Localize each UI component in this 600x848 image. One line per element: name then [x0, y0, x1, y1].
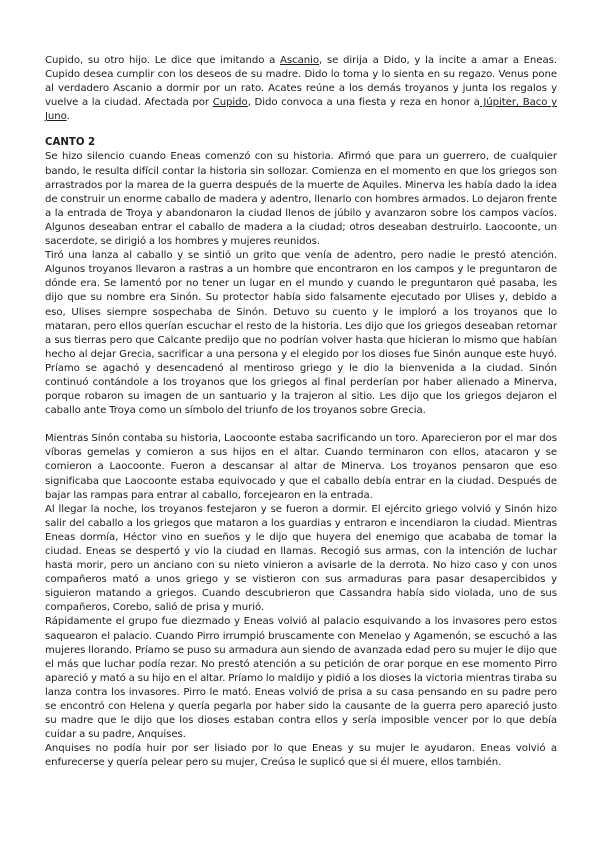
intro-text-4: .	[66, 111, 70, 123]
paragraph-4: Al llegar la noche, los troyanos festejaron y se fueron a dormir. El ejército griego volvió y Sinón hizo salir del caballo a los griegos que mataron a los guardias y entraron e incendiaron la ciudad. Mientras Eneas dormía, Héctor vino en sueños y le dijo que huyera del enemigo que acababa de tomar la ciudad. Eneas se despertó y vio la ciudad en llamas. Recogió sus armas, con la intención de luchar hasta morir, pero un anciano con su nieto vinieron a avisarle de la derrota. No hizo caso y con unos compañeros mató a unos griego y se vistieron con sus armaduras para pasar desapercibidos y siguieron matando a griegos. Cuando descubrieron que Cassandra había sido violada, uno de sus compañeros, Corebo, salió de prisa y murió.	[45, 503, 557, 614]
paragraph-6: Anquises no podía huir por ser lisiado por lo que Eneas y su mujer le ayudaron. Eneas volvió a enfurecerse y quería pelear pero su mujer, Creúsa le suplicó que si él muere, ellos también.	[45, 743, 557, 769]
link-jupiter-baco-juno[interactable]: Júpiter, Baco y Juno	[45, 97, 558, 123]
canto-heading: CANTO 2	[45, 137, 96, 149]
paragraph-1: Se hizo silencio cuando Eneas comenzó con su historia. Afirmó que para un guerrero, de cualquier bando, le resulta difícil contar la historia sin sollozar. Comienza en el momento en que los griegos son arrastrados por la marea de la guerra después de la muerte de Aquiles. Minerva les había dado la idea de construir un enorme caballo de madera y adentro, llenarlo con hombres armados. Lo dejaron frente a la entrada de Troya y abandonaron la ciudad llenos de júbilo y avanzaron sobre los campos vacíos. Algunos deseaban entrar el caballo de madera a la ciudad; otros deseaban destruirlo. Laocoonte, un sacerdote, se dirigió a los hombres y mujeres reunidos.	[45, 151, 557, 248]
intro-text-3: , Dido convoca a una fiesta y reza en honor a	[247, 97, 480, 109]
paragraph-5: Rápidamente el grupo fue diezmado y Eneas volvió al palacio esquivando a los invasores pero estos saquearon el palacio. Cuando Pirro irrumpió bruscamente con Menelao y Agamenón, se escuchó a las mujeres llorando. Príamo se puso su armadura aun siendo de avanzada edad pero su mujer le dijo que el más que luchar podía rezar. No prestó atención a su petición de orar porque en ese momento Pirro apareció y mató a su hijo en el altar. Príamo lo maldijo y pidió a los dioses la victoria mientras tiraba su lanza contra los invasores. Pirro le mató. Eneas volvió de prisa a su casa pensando en su padre pero se encontró con Helena y quería pegarla por haber sido la causante de la guerra pero apareció justo su madre que le dijo que los dioses estaban contra ellos y sería imposible vencer por lo que debía cuidar a su padre, Anquises.	[45, 616, 557, 741]
link-cupido[interactable]: Cupido	[212, 97, 248, 109]
intro-text-1: Cupido, su otro hijo. Le dice que imitando a	[45, 55, 281, 66]
paragraph-2: Tiró una lanza al caballo y se sintió un grito que venía de adentro, pero nadie le prestó atención. Algunos troyanos llevaron a rastras a un hombre que encontraron en los campos y le preguntaron de dónde era. Se lamentó por no tener un lugar en el mundo y cuando le preguntaron qué pasaba, les dijo que su nombre era Sinón. Su protector había sido falsamente ejecutado por Ulises y, debido a eso, Ulises siempre sospechaba de Sinón. Detuvo su cuento y le imploró a los troyanos que lo mataran, pero ellos querían escuchar el resto de la historia. Les dijo que los griegos deseaban retornar a sus tierras pero que Calcante predijo que no podrían volver hasta que hicieran lo mismo que habían hecho al dejar Grecia, sacrificar a una persona y el elegido por los dioses fue Sinón aunque este huyó. Príamo se agachó y desencadenó al mentiroso griego y le dio la bienvenida a la ciudad. Sinón continuó contándole a los troyanos que los griegos al final perderían por haber alienado a Minerva, porque robaron su imagen de un santuario y la trajeron al sitio. Les dijo que los griegos dejaron el caballo ante Troya como un símbolo del triunfo de los troyanos sobre Grecia.	[45, 250, 557, 417]
paragraph-gap	[45, 418, 557, 432]
intro-text-2: , se dirija a Dido, y la incite a amar a Eneas. Cupido desea cumplir con los deseos de su madre. Dido lo toma y lo sienta en su regazo. Venus pone al verdadero Ascanio a dormir por un rato. Acates reúne a los demás troyanos y junta los regalos y vuelve a la ciudad. Afectada por	[45, 55, 557, 109]
intro-paragraph	[45, 54, 557, 124]
document-page	[45, 54, 557, 771]
link-ascanio[interactable]: Ascanio	[280, 55, 320, 66]
paragraph-3: Mientras Sinón contaba su historia, Laocoonte estaba sacrificando un toro. Aparecieron por el mar dos víboras gemelas y comieron a sus hijos en el altar. Cuando terminaron con ellos, atacaron y se comieron a Laocoonte. Fueron a descansar al altar de Minerva. Los troyanos pensaron que eso significaba que Laocoonte estaba equivocado y que el caballo debía entrar en la ciudad. Después de bajar las rampas para entrar al caballo, forcejearon en la entrada.	[45, 433, 557, 501]
